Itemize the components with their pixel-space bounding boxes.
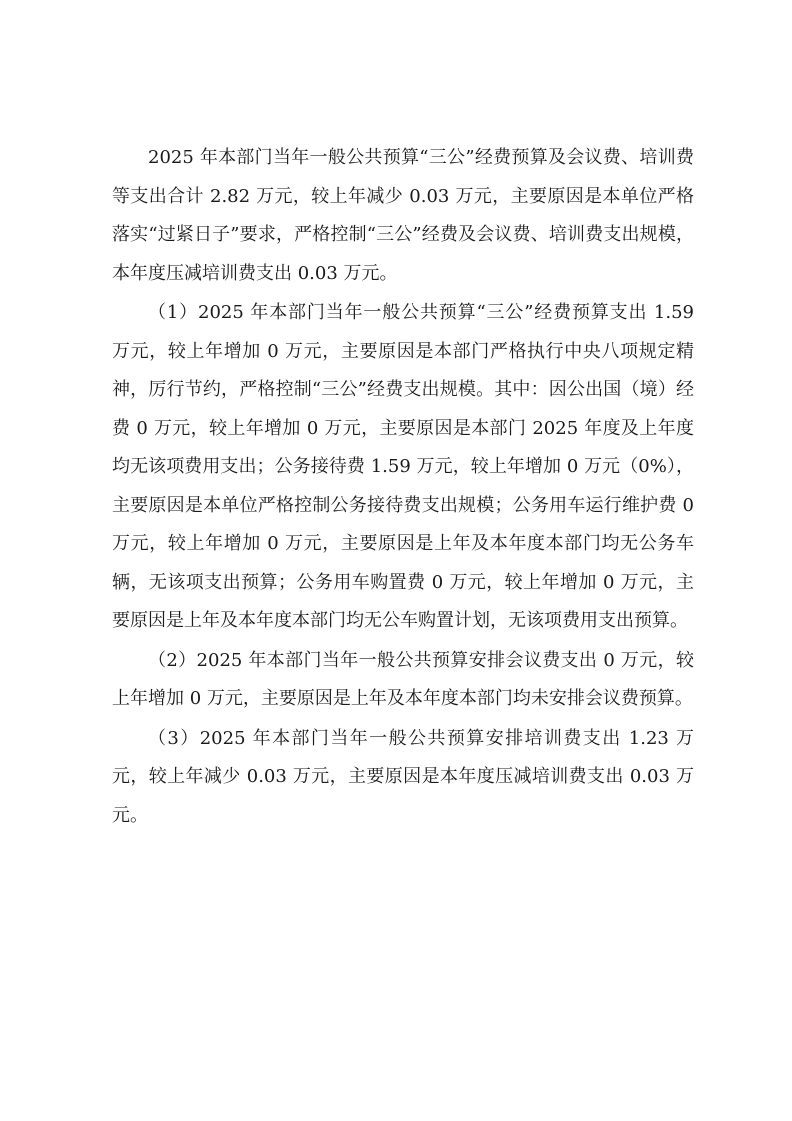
paragraph-training-expenses: （3）2025 年本部门当年一般公共预算安排培训费支出 1.23 万元，较上年减少 0.03 万元，主要原因是本年度压减培训费支出 0.03 万元。: [112, 727, 694, 826]
paragraph-three-public-expenses: （1）2025 年本部门当年一般公共预算“三公”经费预算支出 1.59 万元，较上年增加 0 万元，主要原因是本部门严格执行中央八项规定精神，厉行节约，严格控制“三公”经费支出规模。其中：因公出国（境）经费 0 万元，较上年增加 0 万元，主要原因是本部门 2025 年度及上年度均无该项费用支出；公务接待费 1.59 万元，较上年增加 0 万元（0%），主要原因是本单位严格控制公务接待费支出规模；公务用车运行维护费 0 万元，较上年增加 0 万元，主要原因是上年及本年度本部门均无公务车辆，无该项支出预算；公务用车购置费 0 万元，较上年增加 0 万元，主要原因是上年及本年度本部门均无公车购置计划，无该项费用支出预算。: [112, 302, 694, 631]
document-page: [112, 139, 694, 835]
paragraph-summary: 2025 年本部门当年一般公共预算“三公”经费预算及会议费、培训费等支出合计 2.82 万元，较上年减少 0.03 万元，主要原因是本单位严格落实“过紧日子”要求，严格控制“三公”经费及会议费、培训费支出规模，本年度压减培训费支出 0.03 万元。: [112, 147, 694, 284]
paragraph-meeting-expenses: （2）2025 年本部门当年一般公共预算安排会议费支出 0 万元，较上年增加 0 万元，主要原因是上年及本年度本部门均未安排会议费预算。: [112, 649, 694, 709]
